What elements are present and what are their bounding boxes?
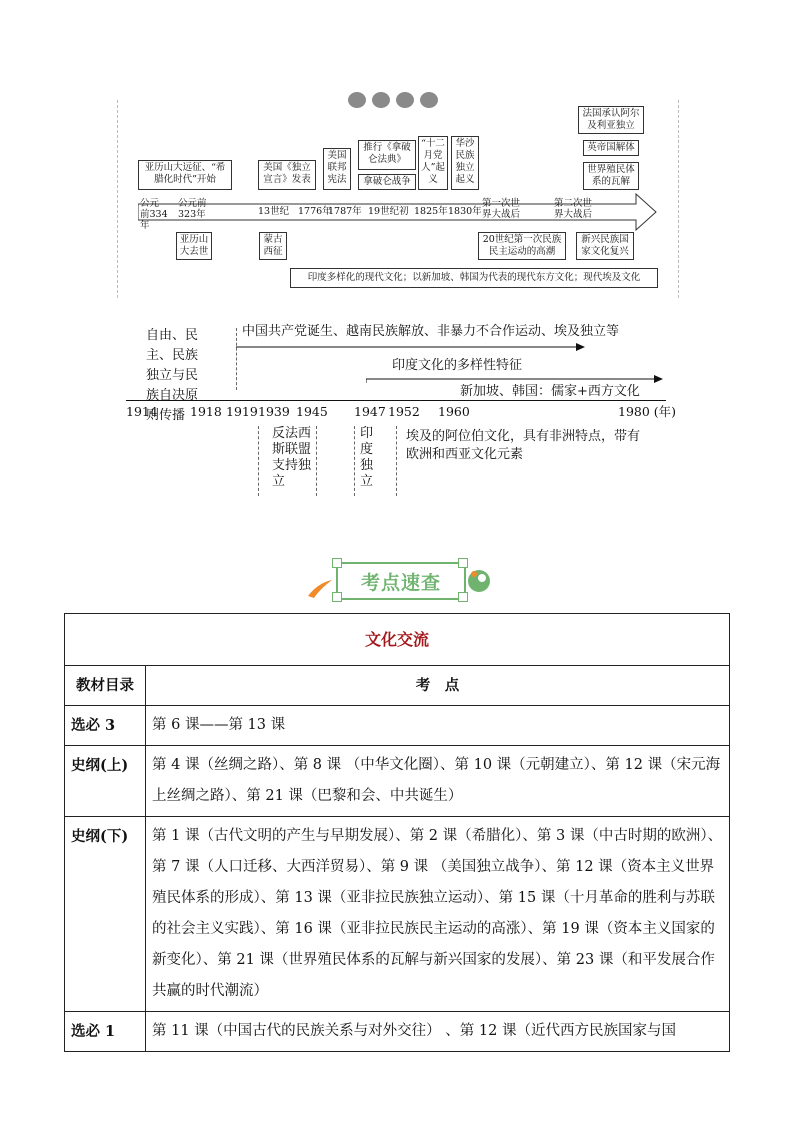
year-label: 1960 — [438, 404, 470, 419]
event-box: 蒙古西征 — [259, 232, 287, 260]
dashed-divider — [236, 328, 237, 390]
event-box: 英帝国解体 — [583, 140, 639, 156]
arrow-label: 中国共产党诞生、越南民族解放、非暴力不合作运动、埃及独立等 — [242, 324, 620, 339]
arrow-label: 新加坡、韩国：儒家+西方文化 — [460, 384, 640, 399]
year-label: 1918 — [190, 404, 222, 419]
axis-label: 第一次世界大战后 — [482, 198, 521, 220]
event-box: 亚历山大远征、“希腊化时代”开始 — [138, 160, 232, 190]
header-book: 教材目录 — [65, 666, 146, 706]
arrow-label: 印度文化的多样性特征 — [392, 358, 523, 373]
event-box: 美国联邦宪法 — [323, 148, 351, 190]
header-points: 考 点 — [146, 666, 730, 706]
left-description: 自由、民主、民族独立与民族自决原则传播 — [146, 328, 199, 423]
row-content: 第 6 课——第 13 课 — [146, 706, 730, 746]
row-content: 第 1 课（古代文明的产生与早期发展）、第 2 课（希腊化）、第 3 课（中古时期的欧洲）、第 7 课（人口迁移、大西洋贸易）、第 9 课 （美国独立战争）、第 12 课（资本主义世界殖民体系的形成）、第 13 课（亚非拉民族独立运动）、第 15 课（十月革命的胜利与苏联的社会主义实践）、第 16 课（亚非拉民族民主运动的高涨）、第 19 课（资本主义国家的新变化）、第 21 课（世界殖民体系的瓦解与新兴国家的发展）、第 23 课（和平发展合作共赢的时代潮流） — [146, 817, 730, 1012]
axis-label: 1830年 — [448, 206, 482, 217]
table-title: 文化交流 — [65, 614, 730, 666]
axis-label: 公元前323年 — [178, 198, 207, 220]
event-box: 亚历山大去世 — [176, 232, 212, 260]
table-title-row — [65, 614, 730, 666]
axis-label: 1787年 — [328, 206, 362, 217]
year-label: 1939 — [258, 404, 290, 419]
year-label: 1980 (年) — [618, 404, 677, 419]
row-book: 史纲(下) — [65, 817, 146, 1012]
summary-box: 印度多样化的现代文化；以新加坡、韩国为代表的现代东方文化；现代埃及文化 — [290, 268, 658, 288]
year-label: 1945 — [296, 404, 328, 419]
axis-label: 1825年 — [414, 206, 448, 217]
dashed-divider — [316, 426, 317, 496]
event-box: 20世纪第一次民族民主运动的高潮 — [478, 232, 566, 260]
row-content: 第 11 课（中国古代的民族关系与对外交往） 、第 12 课（近代西方民族国家与国 — [146, 1012, 730, 1052]
timeline-1 — [117, 100, 679, 298]
table-row — [65, 706, 730, 746]
circle-icon — [372, 92, 390, 108]
circle-icon — [348, 92, 366, 108]
circle-icon — [420, 92, 438, 108]
event-box: 法国承认阿尔及利亚独立 — [578, 106, 644, 134]
event-box: 推行《拿破仑法典》 — [358, 140, 416, 170]
axis-label: 13世纪 — [258, 206, 290, 217]
year-label: 1947 — [354, 404, 386, 419]
knowledge-table — [64, 613, 730, 1052]
axis-label: 19世纪初 — [368, 206, 409, 217]
year-label: 1914 — [126, 404, 158, 419]
corner-dot-icon — [458, 558, 468, 568]
event-box: 世界殖民体系的瓦解 — [583, 162, 639, 190]
year-label: 1919 — [226, 404, 258, 419]
dashed-divider — [396, 426, 397, 496]
badge-text: 考点速查 — [360, 572, 441, 594]
leaf-icon — [466, 568, 492, 594]
axis-label: 公元前334年 — [140, 198, 168, 231]
event-box: 新兴民族国家文化复兴 — [576, 232, 634, 260]
row-book: 选必 3 — [65, 706, 146, 746]
event-box: 华沙民族独立起义 — [451, 136, 479, 190]
circle-icon — [396, 92, 414, 108]
table-row — [65, 1012, 730, 1052]
timeline-2-axis — [126, 400, 666, 401]
row-book: 史纲(上) — [65, 746, 146, 817]
arrow-line — [236, 342, 586, 352]
axis-label: 第二次世界大战后 — [554, 198, 593, 220]
timeline-2 — [120, 320, 680, 500]
top-decor-circles — [348, 100, 448, 110]
event-box: 美国《独立宣言》发表 — [258, 160, 316, 190]
axis-label: 1776年 — [298, 206, 332, 217]
year-label: 1952 — [388, 404, 420, 419]
below-text-india: 印度独立 — [360, 426, 374, 489]
row-book: 选必 1 — [65, 1012, 146, 1052]
table-row — [65, 817, 730, 1012]
dashed-divider — [354, 426, 355, 496]
section-badge — [306, 560, 486, 602]
event-box: 拿破仑战争 — [358, 174, 416, 190]
dashed-divider — [258, 426, 259, 496]
event-box: “十二月党人”起义 — [418, 136, 448, 190]
table-header-row — [65, 666, 730, 706]
below-text-egypt: 埃及的阿位伯文化，具有非洲特点，带有欧洲和西亚文化元素 — [406, 429, 641, 462]
table-row — [65, 746, 730, 817]
row-content: 第 4 课（丝绸之路）、第 8 课 （中华文化圈）、第 10 课（元朝建立）、第 12 课（宋元海上丝绸之路）、第 21 课（巴黎和会、中共诞生） — [146, 746, 730, 817]
corner-dot-icon — [332, 558, 342, 568]
below-text-antifascist: 反法西斯联盟支持独立 — [272, 426, 312, 489]
